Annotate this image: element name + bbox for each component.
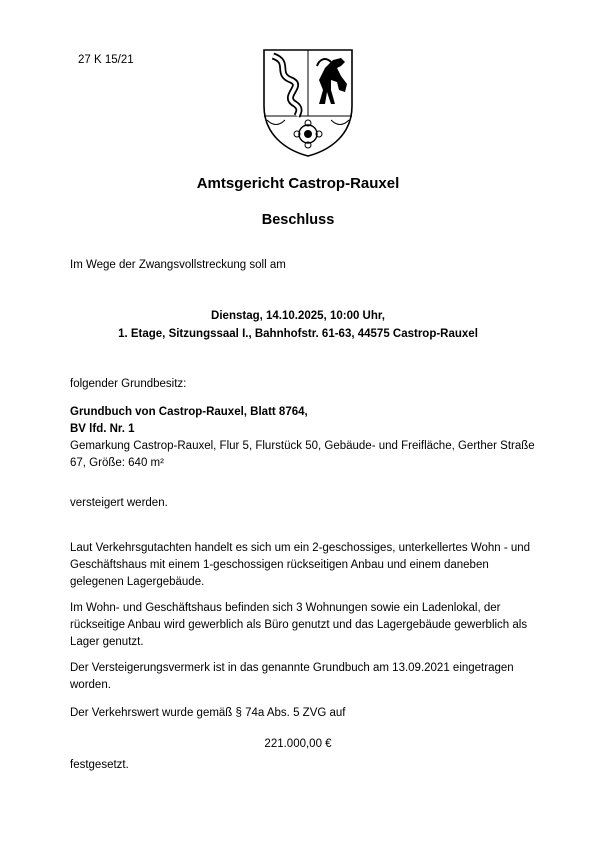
property-description: Gemarkung Castrop-Rauxel, Flur 5, Flurstück 50, Gebäude- und Freifläche, Gerther Straße 67, Größe: 640 m² xyxy=(70,440,535,469)
intro-text: Im Wege der Zwangsvollstreckung soll am xyxy=(70,259,286,271)
valuation-summary-paragraph: Laut Verkehrsgutachten handelt es sich um ein 2-geschossiges, unterkellertes Wohn - und Geschäftshaus mit einem 1-geschossigen rückseitigen Anbau und einem daneben gelegenen Lagergebäude. xyxy=(70,542,531,588)
market-value-text: Der Verkehrswert wurde gemäß § 74a Abs. 5 ZVG auf xyxy=(70,707,346,719)
building-usage-paragraph: Im Wohn- und Geschäftshaus befinden sich 3 Wohnungen sowie ein Ladenlokal, der rückseitige Anbau wird gewerblich als Büro genutzt und das Lagergebäude gewerblich als Lager genutzt. xyxy=(70,602,528,648)
court-name: Amtsgericht Castrop-Rauxel xyxy=(196,175,400,192)
appointment-date: Dienstag, 14.10.2025, 10:00 Uhr, xyxy=(211,310,385,322)
auction-text: versteigert werden. xyxy=(70,497,168,509)
appointment-venue: 1. Etage, Sitzungssaal I., Bahnhofstr. 61-63, 44575 Castrop-Rauxel xyxy=(118,328,478,340)
case-reference: 27 K 15/21 xyxy=(78,54,134,66)
document-type-heading: Beschluss xyxy=(261,212,335,228)
market-value-amount: 221.000,00 € xyxy=(264,738,332,750)
registration-note-paragraph: Der Versteigerungsvermerk ist in das genannte Grundbuch am 13.09.2021 eingetragen worden. xyxy=(70,662,514,691)
bv-number: BV lfd. Nr. 1 xyxy=(70,423,135,435)
grundbuch-entry: Grundbuch von Castrop-Rauxel, Blatt 8764, xyxy=(70,406,308,418)
closing-text: festgesetzt. xyxy=(70,759,129,771)
property-intro: folgender Grundbesitz: xyxy=(70,378,187,390)
nrw-coat-of-arms-icon xyxy=(261,46,355,158)
